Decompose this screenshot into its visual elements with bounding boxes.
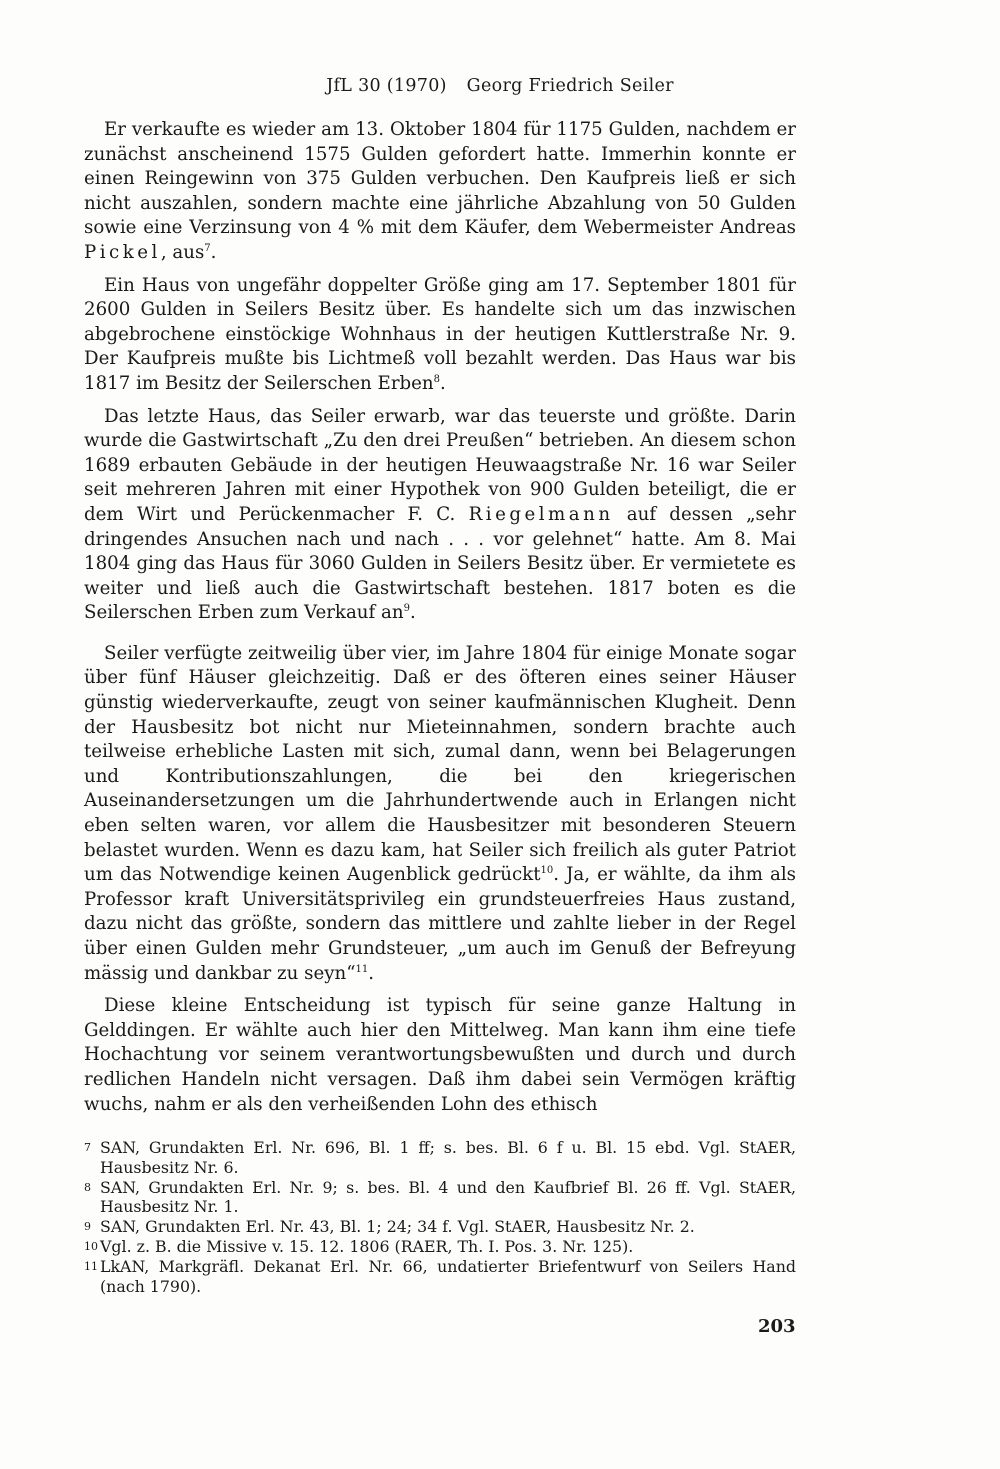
paragraph-1: Er verkaufte es wieder am 13. Oktober 1804 für 1175 Gulden, nachdem er zunächst anscheinend 1575 Gulden gefordert hatte. Immerhin konnte er einen Reingewinn von 375 Gulden verbuchen. Den Kaufpreis ließ er sich nicht auszahlen, sondern machte eine jährliche Abzahlung von 50 Gulden sowie eine Verzinsung von 4 % mit dem Käufer, dem Webermeister Andreas Pickel, aus$^7$. (84, 119, 796, 263)
footnotes (84, 1138, 796, 1296)
footnote-9: 9 SAN, Grundakten Erl. Nr. 43, Bl. 1; 24; 34 f. Vgl. StAER, Hausbesitz Nr. 2. (84, 1217, 695, 1237)
running-header (0, 76, 1000, 96)
person-name-pickel: Pickel (84, 241, 161, 263)
person-name-riegelmann: Riegelmann (468, 503, 614, 525)
footnote-ref-8[interactable]: 8 (433, 373, 441, 385)
footnote-ref-11[interactable]: 11 (355, 963, 369, 975)
footnote-10: 10 Vgl. z. B. die Missive v. 15. 12. 1806 (RAER, Th. I. Pos. 3. Nr. 125). (84, 1236, 634, 1256)
footnote-ref-10[interactable]: 10 (540, 865, 554, 877)
journal-reference: JfL 30 (1970) (326, 76, 447, 96)
running-author: Georg Friedrich Seiler (466, 76, 674, 96)
footnote-11: 11 LkAN, Markgräfl. Dekanat Erl. Nr. 66, undatierter Briefentwurf von Seilers Hand (nach 1790). (84, 1256, 796, 1296)
paragraph-3: Das letzte Haus, das Seiler erwarb, war das teuerste und größte. Darin wurde die Gastwirtschaft „Zu den drei Preußen“ betrieben. An diesem schon 1689 erbauten Gebäude in der heutigen Heuwaagstraße Nr. 16 war Seiler seit mehreren Jahren mit einer Hypothek von 900 Gulden beteiligt, die er dem Wirt und Perückenmacher F. C. Riegelmann auf dessen „sehr dringendes Ansuchen nach und nach . . . vor gelehnet“ hatte. Am 8. Mai 1804 ging das Haus für 3060 Gulden in Seilers Besitz über. Er vermietete es weiter und ließ auch die Gastwirtschaft bestehen. 1817 boten es die Seilerschen Erben zum Verkauf $an^9$. (84, 405, 796, 624)
footnote-8: 8 SAN, Grundakten Erl. Nr. 9; s. bes. Bl. 4 und den Kaufbrief Bl. 26 ff. Vgl. StAER, Hausbesitz Nr. 1. (84, 1177, 796, 1217)
page-number: 203 (758, 1316, 796, 1337)
footnote-7: 7 SAN, Grundakten Erl. Nr. 696, Bl. 1 ff; s. bes. Bl. 6 f u. Bl. 15 ebd. Vgl. StAER, Hausbesitz Nr. 6. (84, 1138, 796, 1177)
paragraph-5: Diese kleine Entscheidung ist typisch für seine ganze Haltung in Gelddingen. Er wählte auch hier den Mittelweg. Man kann ihm eine tiefe Hochachtung vor seinem verantwortungsbewußten und durch und durch redlichen Handeln nicht versagen. Daß ihm dabei sein Vermögen kräftig wuchs, nahm er als den verheißenden Lohn des ethisch (84, 995, 796, 1115)
footnote-ref-9[interactable]: 9 (403, 603, 410, 615)
paragraph-4: Seiler verfügte zeitweilig über vier, im Jahre 1804 für einige Monate sogar über fünf Häuser gleichzeitig. Daß er des öfteren eines seiner Häuser günstig wiederverkaufte, zeugt von seiner kaufmännischen Klugheit. Denn der Hausbesitz bot nicht nur Mieteinnahmen, sondern brachte auch teilweise erhebliche Lasten mit sich, zumal dann, wenn bei Belagerungen und Kontributionszahlungen, die bei den kriegerischen Auseinandersetzungen um die Jahrhundertwende auch in Erlangen nicht eben selten waren, vor allem die Hausbesitzer mit besonderen Steuern belastet wurden. Wenn es dazu kam, hat Seiler sich freilich als guter Patriot um das Notwendige keinen Augenblick gedrückt$^{10}$. Ja, er wählte, da ihm als Professor kraft Universitätsprivileg ein grundsteuerfreies Haus zustand, dazu nicht das größte, sondern das mittlere und zahlte lieber in der Regel über einen Gulden mehr Grundsteuer, „um auch im Genuß der Befreyung mässig und dankbar zu seyn“$^{11}$. (84, 642, 796, 984)
paragraph-2: Ein Haus von ungefähr doppelter Größe ging am 17. September 1801 für 2600 Gulden in Seilers Besitz über. Es handelte sich um das inzwischen abgebrochene einstöckige Wohnhaus in der heutigen Kuttlerstraße Nr. 9. Der Kaufpreis mußte bis Lichtmeß voll bezahlt werden. Das Haus war bis 1817 im Besitz der Seilerschen Erben$^8$. (84, 274, 796, 394)
footnote-ref-7[interactable]: 7 (204, 242, 211, 254)
main-text (84, 118, 796, 1125)
